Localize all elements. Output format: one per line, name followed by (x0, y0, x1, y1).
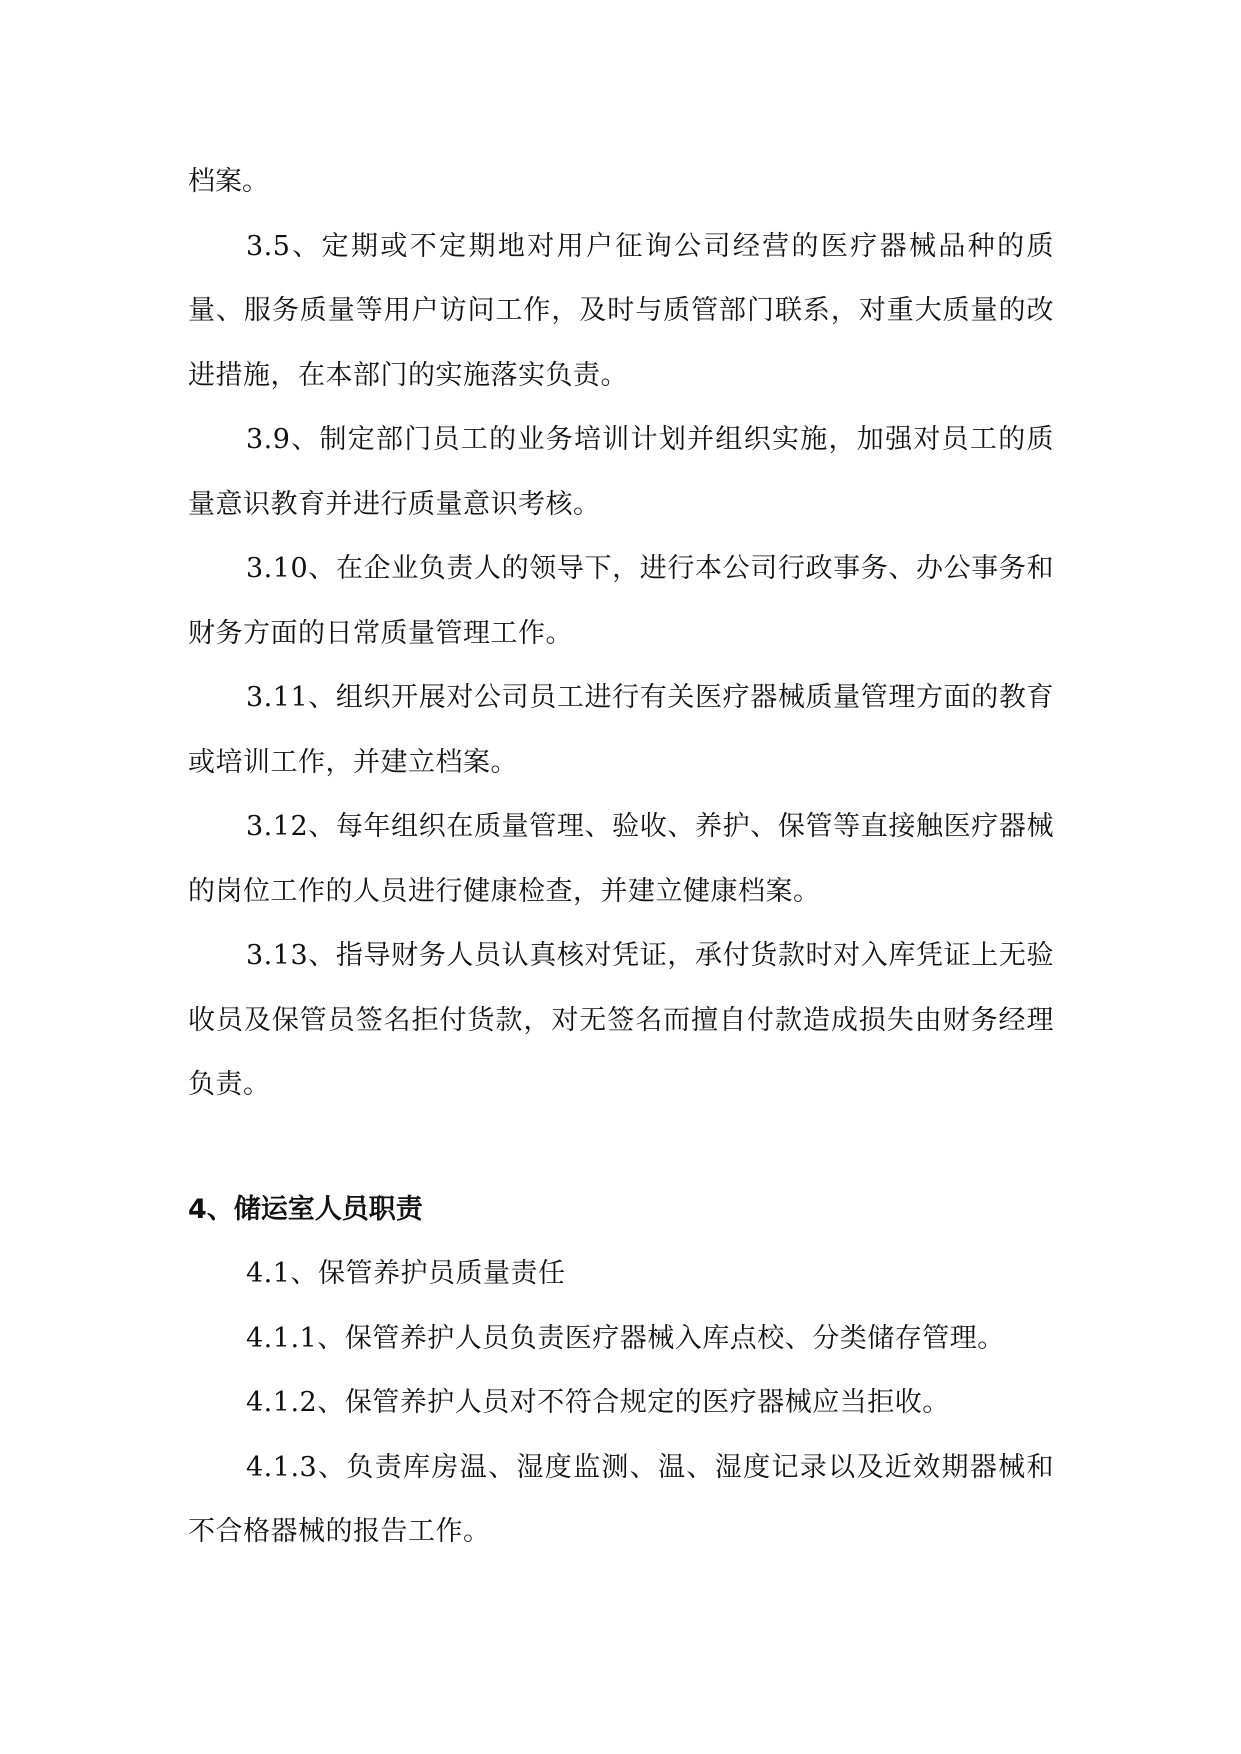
paragraph-3-10: 3.10、在企业负责人的领导下，进行本公司行政事务、办公事务和财务方面的日常质量管理工作。 (188, 553, 1054, 649)
paragraph-3-12: 3.12、每年组织在质量管理、验收、养护、保管等直接触医疗器械的岗位工作的人员进行健康检查，并建立健康档案。 (188, 811, 1054, 907)
section-item-4-1-2: 4.1.2、保管养护人员对不符合规定的医疗器械应当拒收。 (246, 1387, 950, 1418)
section-item-4-1-1: 4.1.1、保管养护人员负责医疗器械入库点校、分类储存管理。 (246, 1322, 1005, 1354)
section-item-4-1-3: 4.1.3、负责库房温、湿度监测、温、湿度记录以及近效期器械和不合格器械的报告工作。 (188, 1451, 1054, 1547)
section-item-4-1: 4.1、保管养护员质量责任 (246, 1258, 566, 1289)
section-title: 4、储运室人员职责 (188, 1193, 423, 1225)
paragraph-3-11: 3.11、组织开展对公司员工进行有关医疗器械质量管理方面的教育或培训工作，并建立档案。 (188, 682, 1054, 778)
paragraph-3-13: 3.13、指导财务人员认真核对凭证，承付货款时对入库凭证上无验收员及保管员签名拒付货款，对无签名而擅自付款造成损失由财务经理负责。 (188, 940, 1054, 1100)
lead-text: 档案。 (188, 166, 269, 197)
document-body (188, 150, 1054, 1565)
paragraph-3-9: 3.9、制定部门员工的业务培训计划并组织实施，加强对员工的质量意识教育并进行质量意识考核。 (188, 424, 1054, 520)
paragraph-3-5: 3.5、定期或不定期地对用户征询公司经营的医疗器械品种的质量、服务质量等用户访问工作，及时与质管部门联系，对重大质量的改进措施，在本部门的实施落实负责。 (188, 230, 1054, 391)
